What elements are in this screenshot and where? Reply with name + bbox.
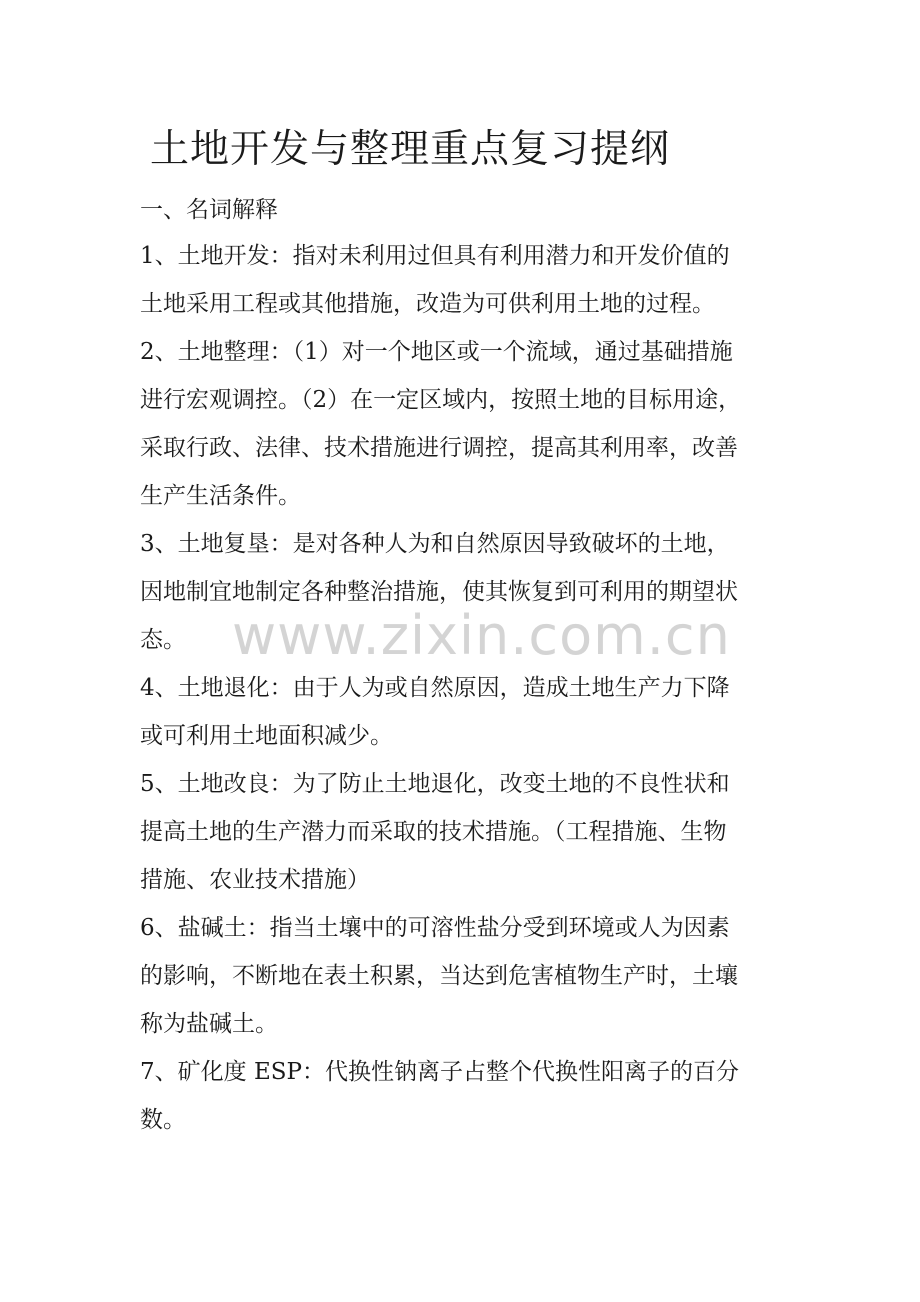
- body-line: 6、盐碱土：指当土壤中的可溶性盐分受到环境或人为因素: [140, 915, 730, 941]
- body-line: 7、矿化度 ESP：代换性钠离子占整个代换性阳离子的百分: [140, 1059, 739, 1085]
- body-line: 的影响，不断地在表土积累，当达到危害植物生产时，土壤: [140, 963, 738, 989]
- body-line: 或可利用土地面积减少。: [140, 723, 393, 749]
- body-line: 称为盐碱土。: [140, 1011, 278, 1037]
- body-line: 土地采用工程或其他措施，改造为可供利用土地的过程。: [140, 291, 715, 317]
- body-line: 1、土地开发：指对未利用过但具有利用潜力和开发价值的: [140, 243, 730, 269]
- body-line: 数。: [140, 1107, 186, 1133]
- body-line: 3、土地复垦：是对各种人为和自然原因导致破坏的土地，: [140, 531, 730, 557]
- body-line: 2、土地整理：（1）对一个地区或一个流域，通过基础措施: [140, 339, 733, 365]
- watermark: www.zixin.com.cn: [232, 604, 731, 667]
- body-line: 4、土地退化：由于人为或自然原因，造成土地生产力下降: [140, 675, 730, 701]
- body-line: 5、土地改良：为了防止土地退化，改变土地的不良性状和: [140, 771, 730, 797]
- body-line: 态。: [140, 627, 186, 653]
- document-title: 土地开发与整理重点复习提纲: [150, 127, 671, 172]
- body-line: 因地制宜地制定各种整治措施，使其恢复到可利用的期望状: [140, 579, 738, 605]
- body-line: 采取行政、法律、技术措施进行调控，提高其利用率，改善: [140, 435, 738, 461]
- body-line: 进行宏观调控。（2）在一定区域内，按照土地的目标用途，: [140, 387, 742, 413]
- section-heading: 一、名词解释: [140, 197, 278, 223]
- body-line: 生产生活条件。: [140, 483, 301, 509]
- body-line: 提高土地的生产潜力而采取的技术措施。（工程措施、生物: [140, 819, 727, 845]
- body-line: 措施、农业技术措施）: [140, 867, 370, 893]
